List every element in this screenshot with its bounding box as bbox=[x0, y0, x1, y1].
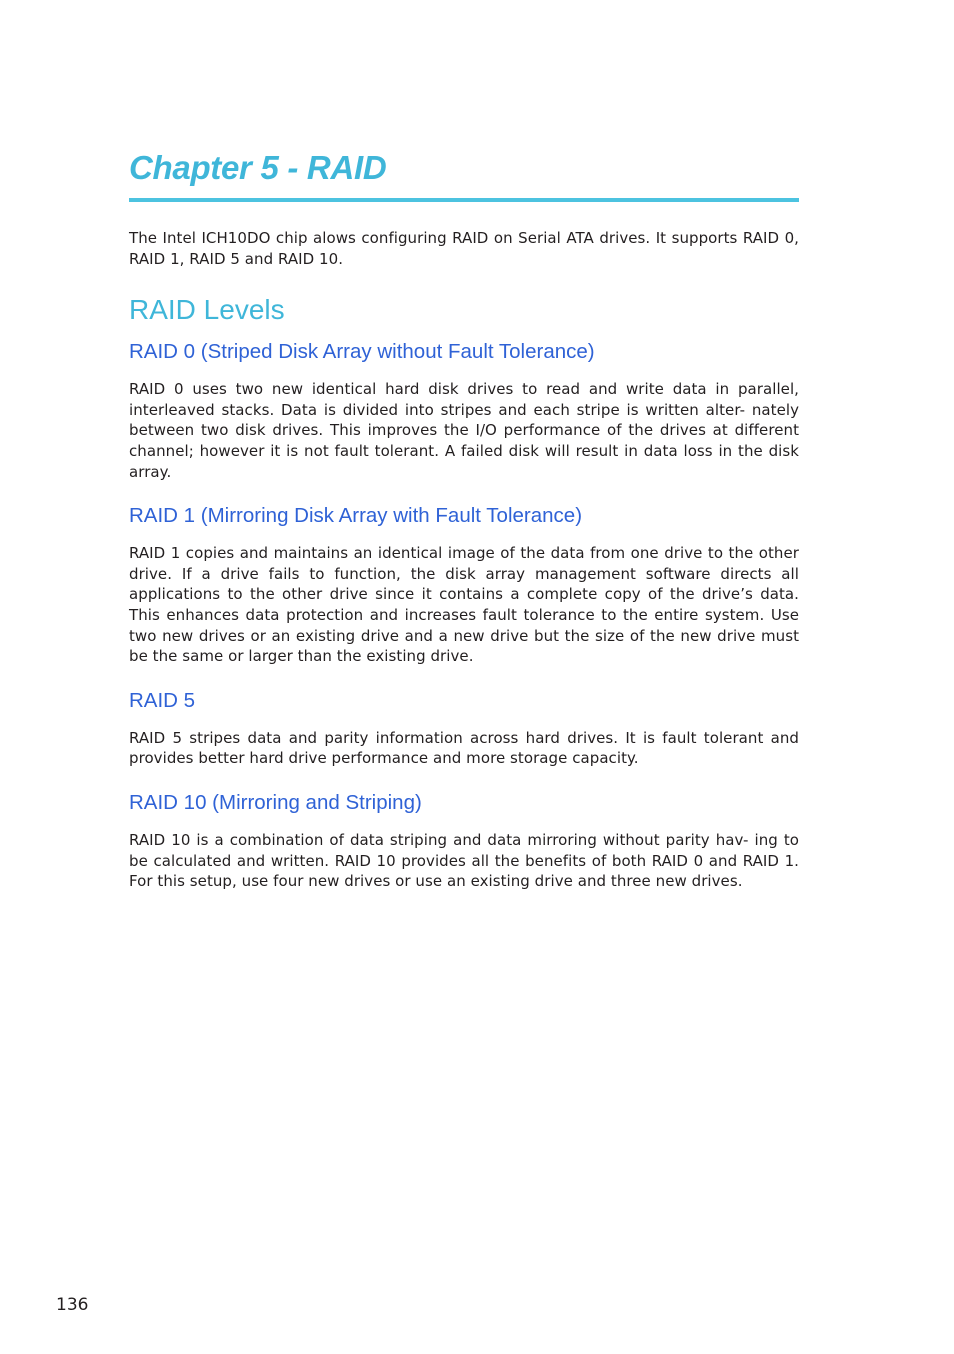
section-title: RAID Levels bbox=[129, 294, 285, 326]
subsection-body: RAID 10 is a combination of data striping and data mirroring without parity hav- ing to be calculated and written. RAID 10 provides all the benefits of both RAID 0 and RAID 1. For this setup, use four new drives or use an existing drive and three new drives. bbox=[129, 830, 799, 891]
subsection-raid-5 bbox=[129, 688, 799, 769]
page-number: 136 bbox=[56, 1295, 89, 1315]
subsection-body: RAID 5 stripes data and parity information across hard drives. It is fault tolerant and provides better hard drive performance and more storage capacity. bbox=[129, 728, 799, 768]
subsection-title: RAID 1 (Mirroring Disk Array with Fault Tolerance) bbox=[129, 504, 583, 528]
subsection-body: RAID 1 copies and maintains an identical image of the data from one drive to the other drive. If a drive fails to function, the disk array management software directs all applications to the other drive since it contains a complete copy of the drive’s data. This enhances data protection and increases fault tolerance to the entire system. Use two new drives or an existing drive and a new drive but the size of the new drive must be the same or larger than the existing drive. bbox=[129, 544, 799, 666]
subsection-raid-0 bbox=[129, 339, 799, 482]
subsection-title: RAID 0 (Striped Disk Array without Fault Tolerance) bbox=[129, 340, 595, 364]
chapter-divider bbox=[129, 198, 799, 202]
subsection-title: RAID 10 (Mirroring and Striping) bbox=[129, 790, 422, 814]
subsection-title: RAID 5 bbox=[129, 688, 196, 712]
subsection-raid-1 bbox=[129, 503, 799, 667]
chapter-title: Chapter 5 - RAID bbox=[129, 149, 387, 186]
subsection-body: RAID 0 uses two new identical hard disk drives to read and write data in parallel, interleaved stacks. Data is divided into stripes and each stripe is written alter- nately between two disk drives. This improves the I/O performance of the drives at different channel; however it is not fault tolerant. A failed disk will result in data loss in the disk array. bbox=[129, 380, 799, 481]
subsection-raid-10 bbox=[129, 790, 799, 892]
chapter-intro: The Intel ICH10DO chip alows configuring RAID on Serial ATA drives. It supports RAID 0, RAID 1, RAID 5 and RAID 10. bbox=[129, 229, 799, 268]
page-content bbox=[129, 140, 799, 892]
